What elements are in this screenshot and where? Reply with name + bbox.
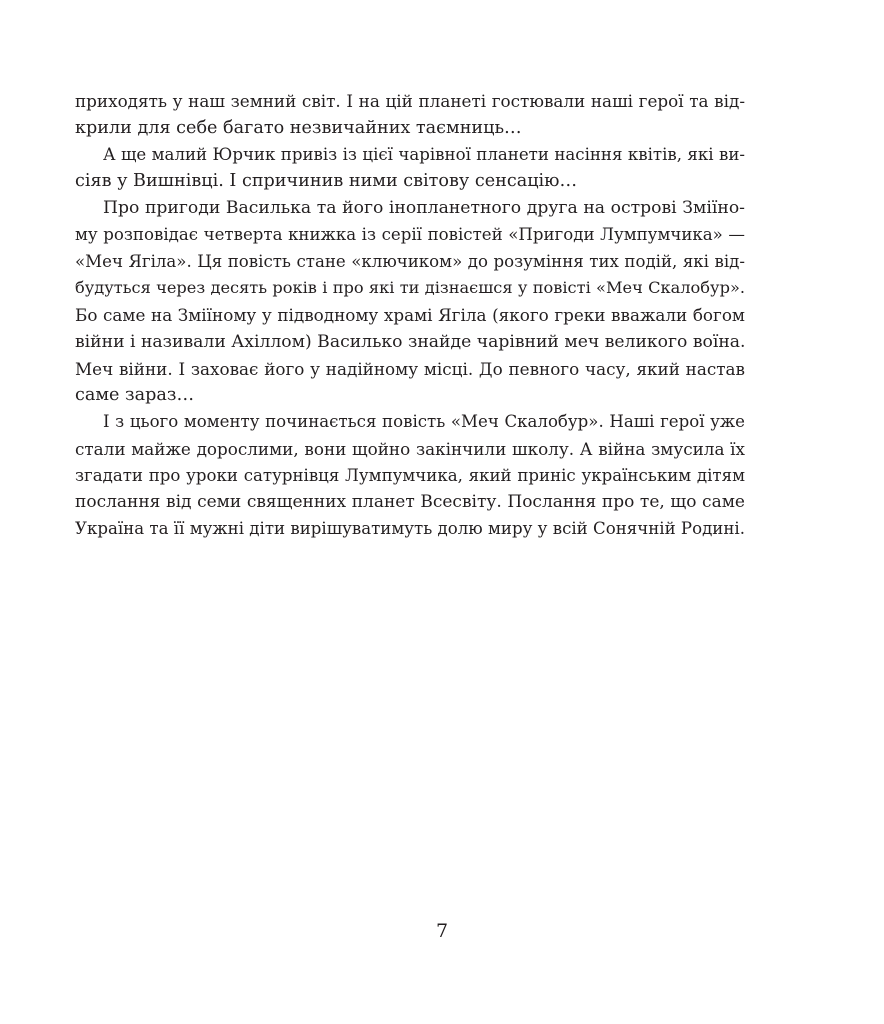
- text-line: крили для себе багато незвичайних таємниць…: [75, 117, 522, 138]
- text-line: війни і називали Ахіллом) Василько знайде чарівний меч великого воїна.: [75, 331, 746, 352]
- text-line: послання від семи священних планет Всесвіту. Послання про те, що саме: [75, 492, 745, 513]
- text-line: Україна та її мужні діти вирішуватимуть долю миру у всій Сонячній Родині.: [75, 519, 745, 538]
- text-line: му розповідає четверта книжка із серії повістей «Пригоди Лумпумчика» —: [75, 224, 745, 244]
- text-line: згадати про уроки сатурнівця Лумпумчика, який приніс українським дітям: [75, 465, 745, 485]
- text-line: А ще малий Юрчик привіз із цієї чарівної планети насіння квітів, які ви-: [103, 144, 745, 164]
- text-line: будуться через десять років і про які ти дізнаєшся у повісті «Меч Скалобур».: [75, 278, 745, 298]
- text-line: приходять у наш земний світ. І на цій планеті гостювали наші герої та від-: [75, 91, 745, 111]
- text-line: І з цього моменту починається повість «Меч Скалобур». Наші герої уже: [103, 412, 745, 431]
- text-line: стали майже дорослими, вони щойно закінчили школу. А війна змусила їх: [75, 438, 745, 459]
- body-text: [75, 88, 745, 543]
- text-line: сіяв у Вишнівці. І спричинив ними світову сенсацію…: [75, 171, 578, 192]
- page-number: 7: [435, 920, 449, 942]
- text-line: Бо саме на Зміїному у підводному храмі Ягіла (якого греки вважали богом: [75, 305, 745, 325]
- text-line: Про пригоди Василька та його інопланетного друга на острові Зміїно-: [103, 198, 745, 218]
- text-line: саме зараз…: [75, 385, 195, 406]
- text-line: «Меч Ягіла». Ця повість стане «ключиком» до розуміння тих подій, які від-: [75, 251, 745, 271]
- text-line: Меч війни. І заховає його у надійному місці. До певного часу, який настав: [75, 358, 745, 379]
